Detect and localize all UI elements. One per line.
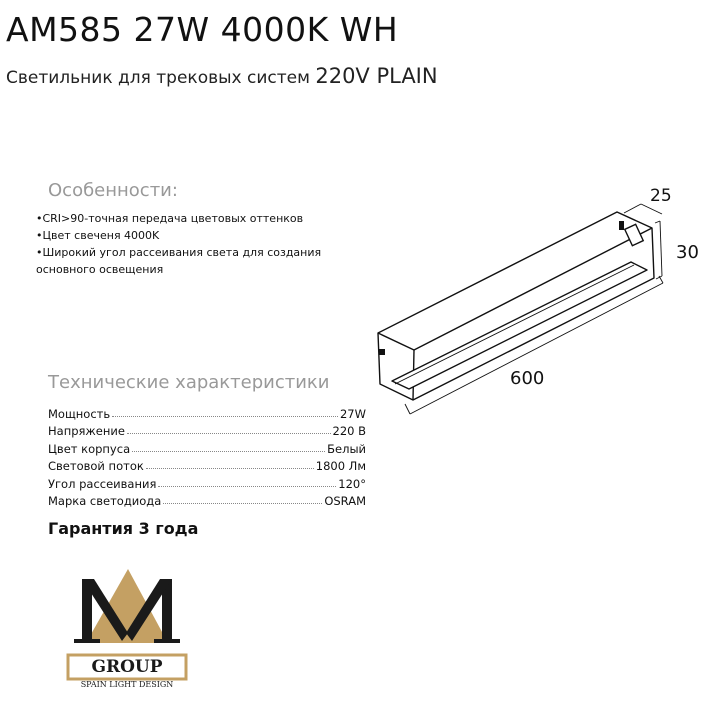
spec-row bbox=[48, 421, 366, 439]
dimension-width: 25 bbox=[650, 186, 672, 206]
spec-value: 1800 Лм bbox=[315, 459, 366, 473]
spec-leader bbox=[163, 503, 322, 504]
spec-label: Световой поток bbox=[48, 459, 144, 473]
connector-clip-left bbox=[379, 349, 385, 355]
subtitle-main: Светильник для трековых систем bbox=[6, 68, 316, 88]
feature-item: основного освещения bbox=[36, 263, 164, 276]
connector-clip bbox=[619, 221, 624, 230]
logo-tagline: SPAIN LIGHT DESIGN bbox=[80, 680, 174, 689]
feature-item: •Цвет свеченя 4000K bbox=[36, 229, 160, 242]
spec-row bbox=[48, 456, 366, 474]
product-title: AM585 27W 4000K WH bbox=[6, 10, 399, 49]
dimension-length: 600 bbox=[510, 368, 545, 389]
specs-table bbox=[48, 403, 366, 508]
features-heading: Особенности: bbox=[48, 180, 178, 201]
spec-leader bbox=[127, 433, 331, 434]
spec-row bbox=[48, 403, 366, 421]
brand-logo bbox=[66, 563, 190, 691]
spec-value: Белый bbox=[327, 441, 366, 456]
spec-leader bbox=[132, 451, 325, 452]
spec-leader bbox=[112, 416, 338, 417]
spec-row bbox=[48, 438, 366, 456]
spec-label: Мощность bbox=[48, 406, 111, 421]
spec-leader bbox=[158, 486, 336, 487]
spec-value: OSRAM bbox=[324, 494, 366, 508]
spec-leader bbox=[146, 468, 314, 469]
warranty-text: Гарантия 3 года bbox=[48, 519, 199, 538]
dimension-height: 30 bbox=[676, 242, 699, 263]
spec-value: 220 В bbox=[332, 424, 366, 438]
feature-item: •CRI>90-точная передача цветовых оттенков bbox=[36, 212, 304, 225]
spec-label: Угол рассеивания bbox=[48, 476, 157, 491]
specs-heading: Технические характеристики bbox=[48, 372, 330, 393]
product-subtitle bbox=[6, 64, 438, 88]
spec-value: 120° bbox=[338, 476, 366, 491]
spec-row bbox=[48, 473, 366, 491]
features-list bbox=[36, 210, 346, 278]
feature-item: •Широкий угол рассеивания света для создания bbox=[36, 246, 322, 259]
subtitle-emph: 220V PLAIN bbox=[315, 64, 438, 88]
spec-label: Марка светодиода bbox=[48, 494, 162, 508]
spec-row bbox=[48, 491, 366, 509]
logo-group-text: GROUP bbox=[91, 657, 163, 677]
spec-label: Цвет корпуса bbox=[48, 441, 131, 456]
spec-value: 27W bbox=[339, 406, 366, 421]
spec-label: Напряжение bbox=[48, 424, 125, 438]
